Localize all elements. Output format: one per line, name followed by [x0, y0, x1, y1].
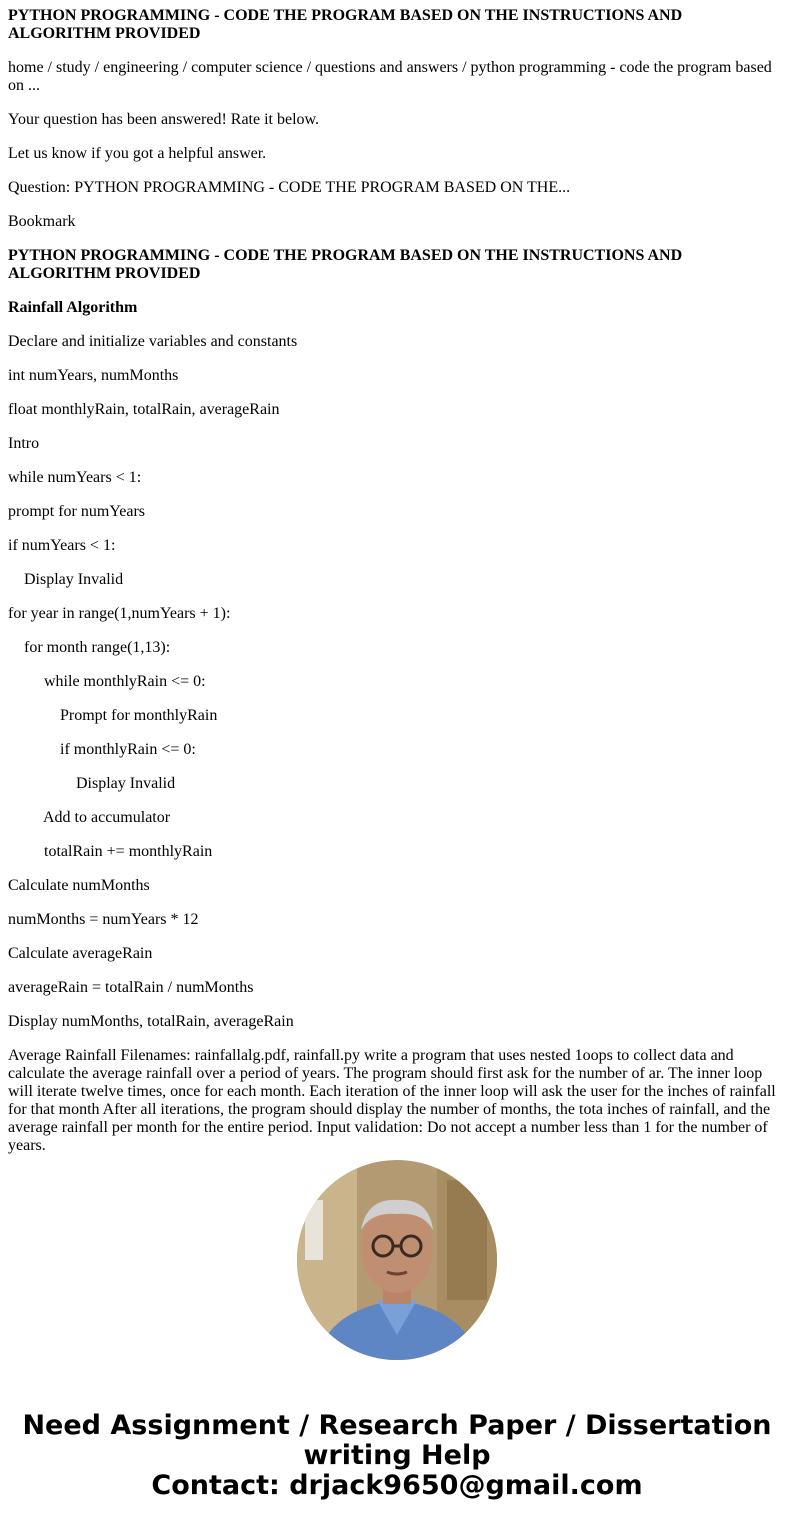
- algorithm-line: if numYears < 1:: [8, 537, 116, 554]
- bookmark-link[interactable]: Bookmark: [8, 213, 76, 230]
- algorithm-line: while numYears < 1:: [8, 469, 142, 486]
- question-title: PYTHON PROGRAMMING - CODE THE PROGRAM BASED ON THE INSTRUCTIONS AND ALGORITHM PROVIDED: [8, 247, 683, 282]
- algorithm-line: Calculate numMonths: [8, 877, 150, 894]
- promo-line: Need Assignment / Research Paper / Dissertation: [22, 1410, 772, 1441]
- algorithm-line: Calculate averageRain: [8, 945, 153, 962]
- question-label: Question: PYTHON PROGRAMMING - CODE THE PROGRAM BASED ON THE...: [8, 179, 571, 196]
- page-title: PYTHON PROGRAMMING - CODE THE PROGRAM BASED ON THE INSTRUCTIONS AND ALGORITHM PROVIDED: [8, 7, 683, 42]
- page-content: [0, 7, 794, 1154]
- algorithm-line: Display Invalid: [24, 571, 124, 588]
- promo-line: writing Help: [303, 1440, 491, 1471]
- algorithm-line: averageRain = totalRain / numMonths: [8, 979, 254, 996]
- promo-text: [0, 1411, 794, 1501]
- algorithm-line: if monthlyRain <= 0:: [60, 741, 196, 758]
- algorithm-line: Display numMonths, totalRain, averageRain: [8, 1013, 294, 1030]
- helpful-prompt: Let us know if you got a helpful answer.: [8, 145, 267, 162]
- algorithm-line: Intro: [8, 435, 40, 452]
- algorithm-line: Display Invalid: [76, 775, 176, 792]
- algorithm-line: float monthlyRain, totalRain, averageRain: [8, 401, 280, 418]
- algorithm-line: numMonths = numYears * 12: [8, 911, 199, 928]
- algorithm-line: Add to accumulator: [43, 809, 171, 826]
- algorithm-line: for month range(1,13):: [24, 639, 171, 656]
- algorithm-heading: Rainfall Algorithm: [8, 299, 138, 316]
- promo-section: [0, 1160, 794, 1501]
- answered-notice: Your question has been answered! Rate it below.: [8, 111, 320, 128]
- algorithm-line: Declare and initialize variables and constants: [8, 333, 298, 350]
- algorithm-line: totalRain += monthlyRain: [44, 843, 213, 860]
- algorithm-line: for year in range(1,numYears + 1):: [8, 605, 231, 622]
- algorithm-line: prompt for numYears: [8, 503, 146, 520]
- algorithm-line: Prompt for monthlyRain: [60, 707, 218, 724]
- algorithm-line: int numYears, numMonths: [8, 367, 179, 384]
- author-avatar: [297, 1160, 497, 1360]
- breadcrumb[interactable]: home / study / engineering / computer science / questions and answers / python programming - code the program based on ...: [8, 59, 772, 94]
- assignment-description: Average Rainfall Filenames: rainfallalg.pdf, rainfall.py write a program that uses nested 1oops to collect data and calculate the average rainfall over a period of years. The program should first ask for the number of ar. The inner loop will iterate twelve times, once for each month. Each iteration of the inner loop will ask the user for the inches of rainfall for that month After all iterations, the program should display the number of months, the tota inches of rainfall, and the average rainfall per month for the entire period. Input validation: Do not accept a number less than 1 for the number of years.: [8, 1047, 776, 1154]
- algorithm-line: while monthlyRain <= 0:: [44, 673, 206, 690]
- promo-contact[interactable]: Contact: drjack9650@gmail.com: [151, 1470, 643, 1501]
